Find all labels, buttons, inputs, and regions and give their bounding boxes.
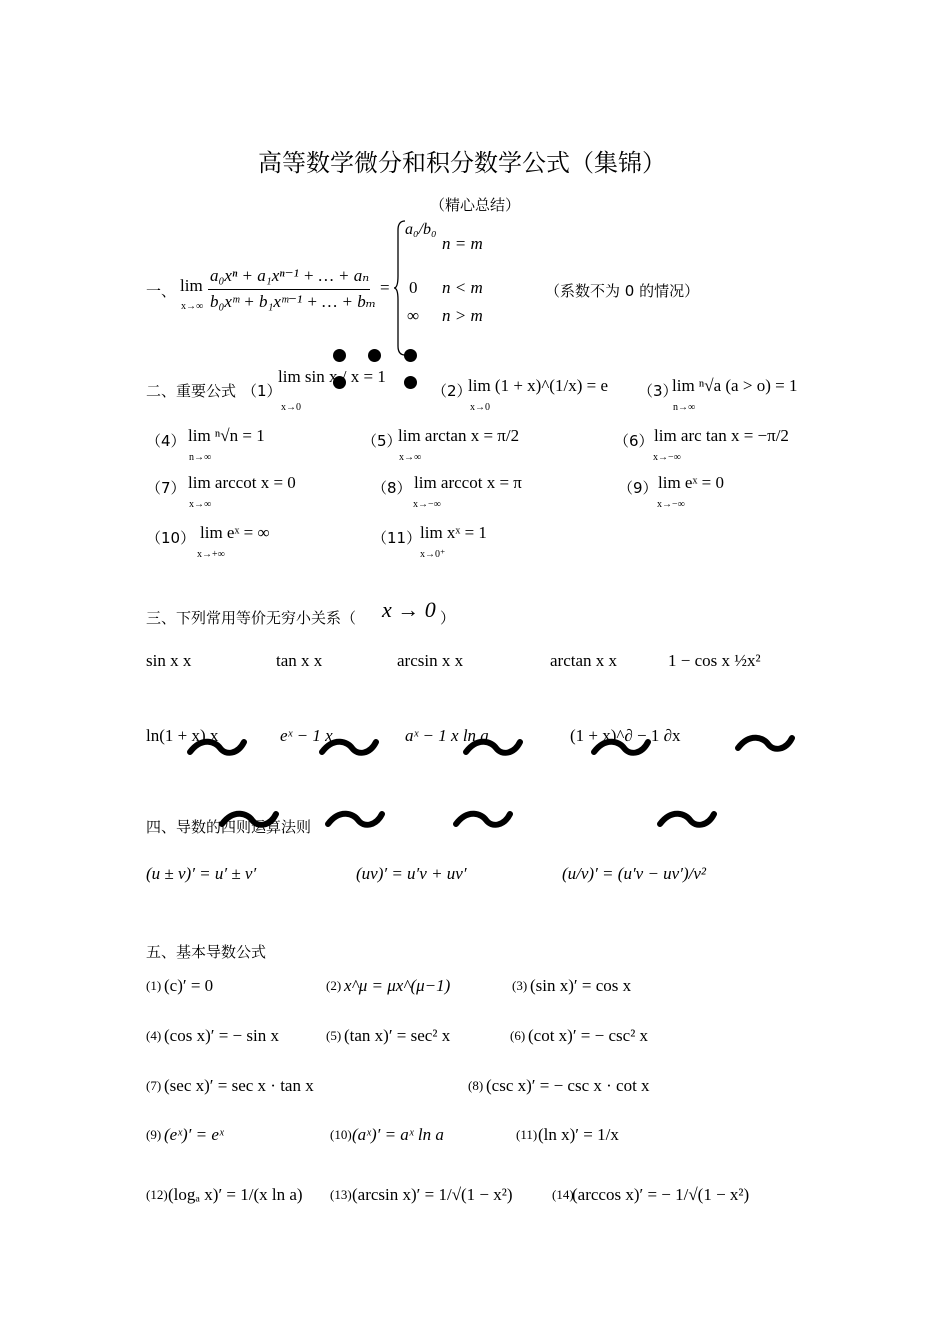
limit-under: x→−∞ bbox=[653, 452, 681, 463]
formula-8: lim arccot x = π bbox=[414, 473, 522, 492]
deriv-csc: (csc x)′ = − csc x · cot x bbox=[486, 1076, 650, 1095]
section-2-label: 二、重要公式 bbox=[146, 382, 237, 400]
tilde-mark bbox=[186, 734, 248, 760]
deriv-sin: (sin x)′ = cos x bbox=[530, 976, 632, 995]
formula-number: （3） bbox=[638, 382, 678, 400]
formula-number: (7) bbox=[146, 1078, 162, 1093]
tilde-mark bbox=[324, 806, 386, 832]
formula-number: (6) bbox=[510, 1028, 526, 1043]
equiv-tan: tan x x bbox=[276, 651, 323, 670]
case-2-condition: n < m bbox=[442, 278, 483, 297]
formula-number: （1） bbox=[242, 382, 282, 400]
equiv-cos: 1 − cos x ½x² bbox=[668, 651, 761, 670]
case-3-value: ∞ bbox=[407, 306, 420, 325]
formula-number: (10) bbox=[330, 1127, 352, 1142]
formula-6: lim arc tan x = −π/2 bbox=[654, 426, 789, 445]
limit-under: x→∞ bbox=[181, 301, 204, 312]
tilde-mark bbox=[734, 730, 796, 756]
ink-dot bbox=[404, 376, 417, 389]
formula-number: (12) bbox=[146, 1187, 168, 1202]
limit-under: x→0 bbox=[281, 402, 301, 413]
formula-5: lim arctan x = π/2 bbox=[398, 426, 520, 445]
case-2-value: 0 bbox=[409, 278, 418, 297]
tilde-mark bbox=[462, 734, 524, 760]
limit-under: x→+∞ bbox=[197, 549, 225, 560]
formula-number: （9） bbox=[618, 479, 658, 497]
limit-word: lim bbox=[180, 276, 203, 295]
formula-number: （2） bbox=[432, 382, 472, 400]
formula-number: （8） bbox=[372, 479, 412, 497]
formula-1: lim sin x / x = 1 bbox=[278, 367, 386, 386]
ink-dot bbox=[404, 349, 417, 362]
limit-under: n→∞ bbox=[673, 402, 696, 413]
section-3-close: ） bbox=[440, 609, 456, 627]
deriv-cot: (cot x)′ = − csc² x bbox=[528, 1026, 649, 1045]
limit-under: x→0⁺ bbox=[420, 549, 446, 560]
limit-condition: x → 0 bbox=[382, 597, 436, 622]
formula-10: lim eˣ = ∞ bbox=[200, 523, 270, 542]
deriv-sec: (sec x)′ = sec x · tan x bbox=[164, 1076, 314, 1095]
formula-number: (4) bbox=[146, 1028, 162, 1043]
formula-2: lim (1 + x)^(1/x) = e bbox=[468, 376, 608, 395]
formula-number: （10） bbox=[146, 529, 196, 547]
limit-under: n→∞ bbox=[189, 452, 212, 463]
equiv-arcsin: arcsin x x bbox=[397, 651, 464, 670]
deriv-ln: (ln x)′ = 1/x bbox=[538, 1125, 619, 1144]
equiv-sin: sin x x bbox=[146, 651, 192, 670]
fraction-bar bbox=[208, 289, 370, 290]
page-title: 高等数学微分和积分数学公式（集锦） bbox=[258, 149, 666, 177]
limit-under: x→−∞ bbox=[657, 499, 685, 510]
formula-number: （5） bbox=[362, 432, 402, 450]
formula-number: （7） bbox=[146, 479, 186, 497]
formula-number: (2) bbox=[326, 978, 342, 993]
deriv-constant: (c)′ = 0 bbox=[164, 976, 214, 995]
deriv-arccos: (arccos x)′ = − 1/√(1 − x²) bbox=[572, 1185, 750, 1204]
ink-dot bbox=[368, 349, 381, 362]
rule-sum: (u ± v)′ = u′ ± v′ bbox=[146, 864, 257, 883]
formula-4: lim ⁿ√n = 1 bbox=[188, 426, 265, 445]
rule-quotient: (u/v)′ = (u′v − uv′)/v² bbox=[562, 864, 706, 883]
case-3-condition: n > m bbox=[442, 306, 483, 325]
section-1-note: （系数不为 0 的情况） bbox=[545, 282, 700, 300]
formula-number: （11） bbox=[372, 529, 422, 547]
tilde-mark bbox=[452, 806, 514, 832]
section-1-label: 一、 bbox=[146, 282, 177, 300]
section-4-label: 四、导数的四则运算法则 bbox=[146, 818, 312, 836]
formula-3: lim ⁿ√a (a > o) = 1 bbox=[672, 376, 798, 395]
formula-7: lim arccot x = 0 bbox=[188, 473, 296, 492]
tilde-mark bbox=[590, 734, 652, 760]
deriv-arcsin: (arcsin x)′ = 1/√(1 − x²) bbox=[352, 1185, 513, 1204]
formula-9: lim eˣ = 0 bbox=[658, 473, 724, 492]
formula-number: (5) bbox=[326, 1028, 342, 1043]
formula-number: (14) bbox=[552, 1187, 574, 1202]
formula-number: (8) bbox=[468, 1078, 484, 1093]
rule-product: (uv)′ = u′v + uv′ bbox=[356, 864, 467, 883]
limit-under: x→0 bbox=[470, 402, 490, 413]
equiv-arctan: arctan x x bbox=[550, 651, 618, 670]
deriv-power: x^μ = μx^(μ−1) bbox=[344, 976, 451, 995]
limit-under: x→∞ bbox=[399, 452, 422, 463]
limit-under: x→∞ bbox=[189, 499, 212, 510]
fraction-denominator: b₀xᵐ + b₁xᵐ⁻¹ + … + bₘ bbox=[210, 292, 377, 311]
cases-brace bbox=[394, 220, 406, 356]
equiv-exp: eˣ − 1 x bbox=[280, 726, 333, 745]
case-1-value: a₀/b₀ bbox=[405, 221, 437, 238]
formula-number: （6） bbox=[614, 432, 654, 450]
formula-number: （4） bbox=[146, 432, 186, 450]
formula-number: (1) bbox=[146, 978, 162, 993]
tilde-mark bbox=[318, 734, 380, 760]
formula-number: (13) bbox=[330, 1187, 352, 1202]
page-subtitle: （精心总结） bbox=[430, 196, 521, 214]
equiv-ax: aˣ − 1 x ln a bbox=[405, 726, 489, 745]
formula-number: (9) bbox=[146, 1127, 162, 1142]
ink-dot bbox=[333, 349, 346, 362]
equals-sign: = bbox=[380, 278, 390, 297]
formula-11: lim xˣ = 1 bbox=[420, 523, 487, 542]
tilde-mark bbox=[656, 806, 718, 832]
formula-number: (3) bbox=[512, 978, 528, 993]
case-1-condition: n = m bbox=[442, 234, 483, 253]
deriv-exp: (eˣ)′ = eˣ bbox=[164, 1125, 224, 1144]
deriv-tan: (tan x)′ = sec² x bbox=[344, 1026, 451, 1045]
deriv-cos: (cos x)′ = − sin x bbox=[164, 1026, 279, 1045]
section-5-label: 五、基本导数公式 bbox=[146, 943, 267, 961]
equiv-power: (1 + x)^∂ − 1 ∂x bbox=[570, 726, 681, 745]
section-3-label: 三、下列常用等价无穷小关系（ bbox=[146, 609, 357, 627]
limit-under: x→−∞ bbox=[413, 499, 441, 510]
formula-number: (11) bbox=[516, 1127, 538, 1142]
equiv-ln: ln(1 + x) x bbox=[146, 726, 219, 745]
fraction-numerator: a₀xⁿ + a₁xⁿ⁻¹ + … + aₙ bbox=[210, 266, 370, 285]
deriv-ax: (aˣ)′ = aˣ ln a bbox=[352, 1125, 444, 1144]
deriv-log: (logₐ x)′ = 1/(x ln a) bbox=[168, 1185, 303, 1204]
